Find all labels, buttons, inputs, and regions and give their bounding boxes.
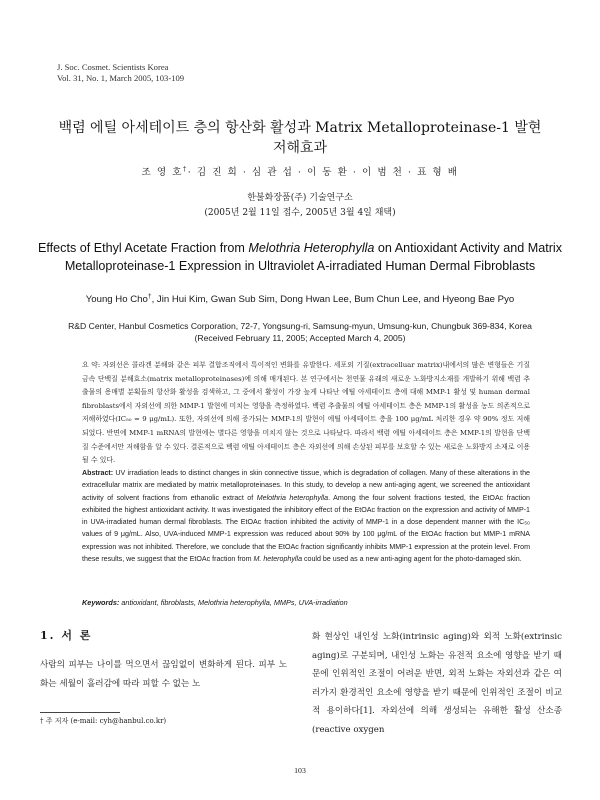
keywords (82, 598, 530, 607)
english-title (30, 240, 570, 275)
english-title-species: Melothria Heterophylla (248, 241, 375, 255)
section-heading-introduction: 1. 서 론 (40, 629, 93, 642)
abstract-label: Abstract: (82, 469, 114, 477)
journal-header (57, 62, 184, 84)
keywords-value: antioxidant, fibroblasts, Melothria heterophylla, MMPs, UVA-irradiation (119, 598, 348, 607)
abstract-text-1: UV irradiation leads to distinct changes in skin connective tissue, which is degradation of collagen. Many of these alterations in the extracellular matrix are mediated by matrix metalloproteinases. In this study, to develop a new anti-aging agent, we screened the antioxidant activity of solvent fractions from ethanolic extract of (82, 469, 530, 502)
abstract-text-3: could be used as a new anti-aging agent for the photo-damaged skin. (302, 555, 522, 564)
keywords-label: Keywords: (82, 598, 120, 607)
korean-title-line1: 백렴 에틸 아세테이트 층의 항산화 활성과 Matrix Metalloproteinase-1 발현 (58, 120, 542, 136)
korean-affiliation-org: 한불화장품(주) 기술연구소 (247, 193, 353, 203)
abstract-species-1: Melothria heterophylla (256, 493, 329, 502)
korean-authors (0, 164, 600, 178)
korean-abstract: 요 약: 자외선은 콜라겐 분해와 같은 피부 결합조직에서 특이적인 변화를 유발한다. 세포외 기질(extracelluar matrix)내에서의 많은 변형들은 기질 금속 단백질 분해효소(matrix metalloproteinases)에 의해 매개된다. 본 연구에서는 천연물 유래의 새로운 노화방지소재를 개발하기 위해 백렴 추출물의 용매별 분획들의 항산화 활성을 검색하고, 그 중에서 활성이 가장 높게 나타난 에틸 아세테이트 층에 대해 MMP-1 활성 및 human dermal fibroblasts에서 자외선에 의한 MMP-1 발현에 미치는 영향을 측정하였다. 백렴 추출물의 에틸 아세테이트 층은 MMP-1의 활성을 농도 의존적으로 저해하였다(IC₅₀ = 9 μg/mL). 또한, 자외선에 의해 증가되는 MMP-1의 발현이 에틸 아세테이트 층을 100 μg/mL 처리한 경우 약 90% 정도 저해되었다. 반면에 MMP-1 mRNA의 발현에는 별다른 영향을 미치지 않는 것으로 나타났다. 따라서 백렴 에틸 아세테이트 층은 MMP-1의 발현을 단백질 수준에서만 저해함을 알 수 있다. 결론적으로 백렴 에틸 아세테이트 층은 자외선에 의해 손상된 피부를 보호할 수 있는 새로운 노화방지 소재로 이용될 수 있다. (82, 361, 531, 465)
english-address: R&D Center, Hanbul Cosmetics Corporation, 72-7, Yongsung-ri, Samsung-myun, Umsung-kun, Chungbuk 369-834, Korea (68, 321, 532, 331)
journal-volume: Vol. 31, No. 1, March 2005, 103-109 (57, 73, 185, 83)
english-other-authors: , Jin Hui Kim, Gwan Sub Sim, Dong Hwan Lee, Bum Chun Lee, and Hyeong Bae Pyo (151, 294, 515, 305)
footnote-divider (40, 712, 120, 713)
korean-affiliation (0, 191, 600, 221)
body-right-column: 화 현상인 내인성 노화(intrinsic aging)와 외적 노화(extrinsic aging)로 구분되며, 내인성 노화는 유전적 요소에 영향을 받기 때문에 인위적인 조절이 어려운 반면, 외적 노화는 자외선과 같은 여러가지 환경적인 요소에 영향을 받기 때문에 인위적인 조절이 비교적 용이하다[1]. 자외선에 의해 생성되는 유해한 활성 산소종(reactive oxygen (312, 632, 562, 735)
english-abstract (82, 467, 530, 565)
korean-first-author: 조 영 호 (141, 167, 183, 178)
english-first-author: Young Ho Cho (85, 294, 148, 305)
body-left-column: 사람의 피부는 나이를 먹으면서 끊임없이 변화하게 된다. 피부 노화는 세월이 흘러감에 따라 피할 수 없는 노 (40, 660, 287, 689)
english-authors (0, 294, 600, 305)
korean-other-authors: · 김 진 희 · 심 관 섭 · 이 동 환 · 이 범 천 · 표 형 배 (187, 167, 459, 178)
english-dates: (Received February 11, 2005; Accepted March 4, 2005) (194, 333, 406, 343)
korean-title (40, 118, 560, 158)
journal-name: J. Soc. Cosmet. Scientists Korea (57, 62, 169, 72)
corresponding-mark: † (182, 164, 188, 173)
korean-title-line2: 저해효과 (272, 140, 328, 156)
abstract-text-2: . Among the four solvent fractions tested, the EtOAc fraction exhibited the highest antioxidant activity. It was investigated the inhibitory effect of the EtOAc fraction on the expression and activity of MMP-1 in UVA-irradiated human dermal fibroblasts. The EtOAc fraction inhibited the activity of MMP-1 in a dose dependent manner with the IC₅₀ values of 9 μg/mL. Also, UVA-induced MMP-1 expression was reduced about 90% by 100 μg/mL of the EtOAc fraction but MMP-1 mRNA expression was not inhibited. Therefore, we conclude that the EtOAc fraction significantly inhibits MMP-1 expression at the protein level. From these results, we suggest that the EtOAc fraction from (82, 493, 530, 564)
english-corresponding-mark: † (147, 292, 152, 300)
footnote: † 주 저자 (e-mail: cyh@hanbul.co.kr) (40, 717, 167, 725)
english-title-part1: Effects of Ethyl Acetate Fraction from (37, 241, 249, 255)
korean-dates: (2005년 2월 11일 접수, 2005년 3월 4일 채택) (204, 208, 396, 218)
english-title-part2: on Antioxidant Activity and Matrix Metalloproteinase-1 Expression in Ultraviolet A-irradiated Human Dermal Fibroblasts (64, 241, 563, 273)
abstract-species-2: M. heterophylla (253, 555, 303, 564)
page-number: 103 (294, 766, 306, 775)
english-affiliation (30, 320, 570, 344)
